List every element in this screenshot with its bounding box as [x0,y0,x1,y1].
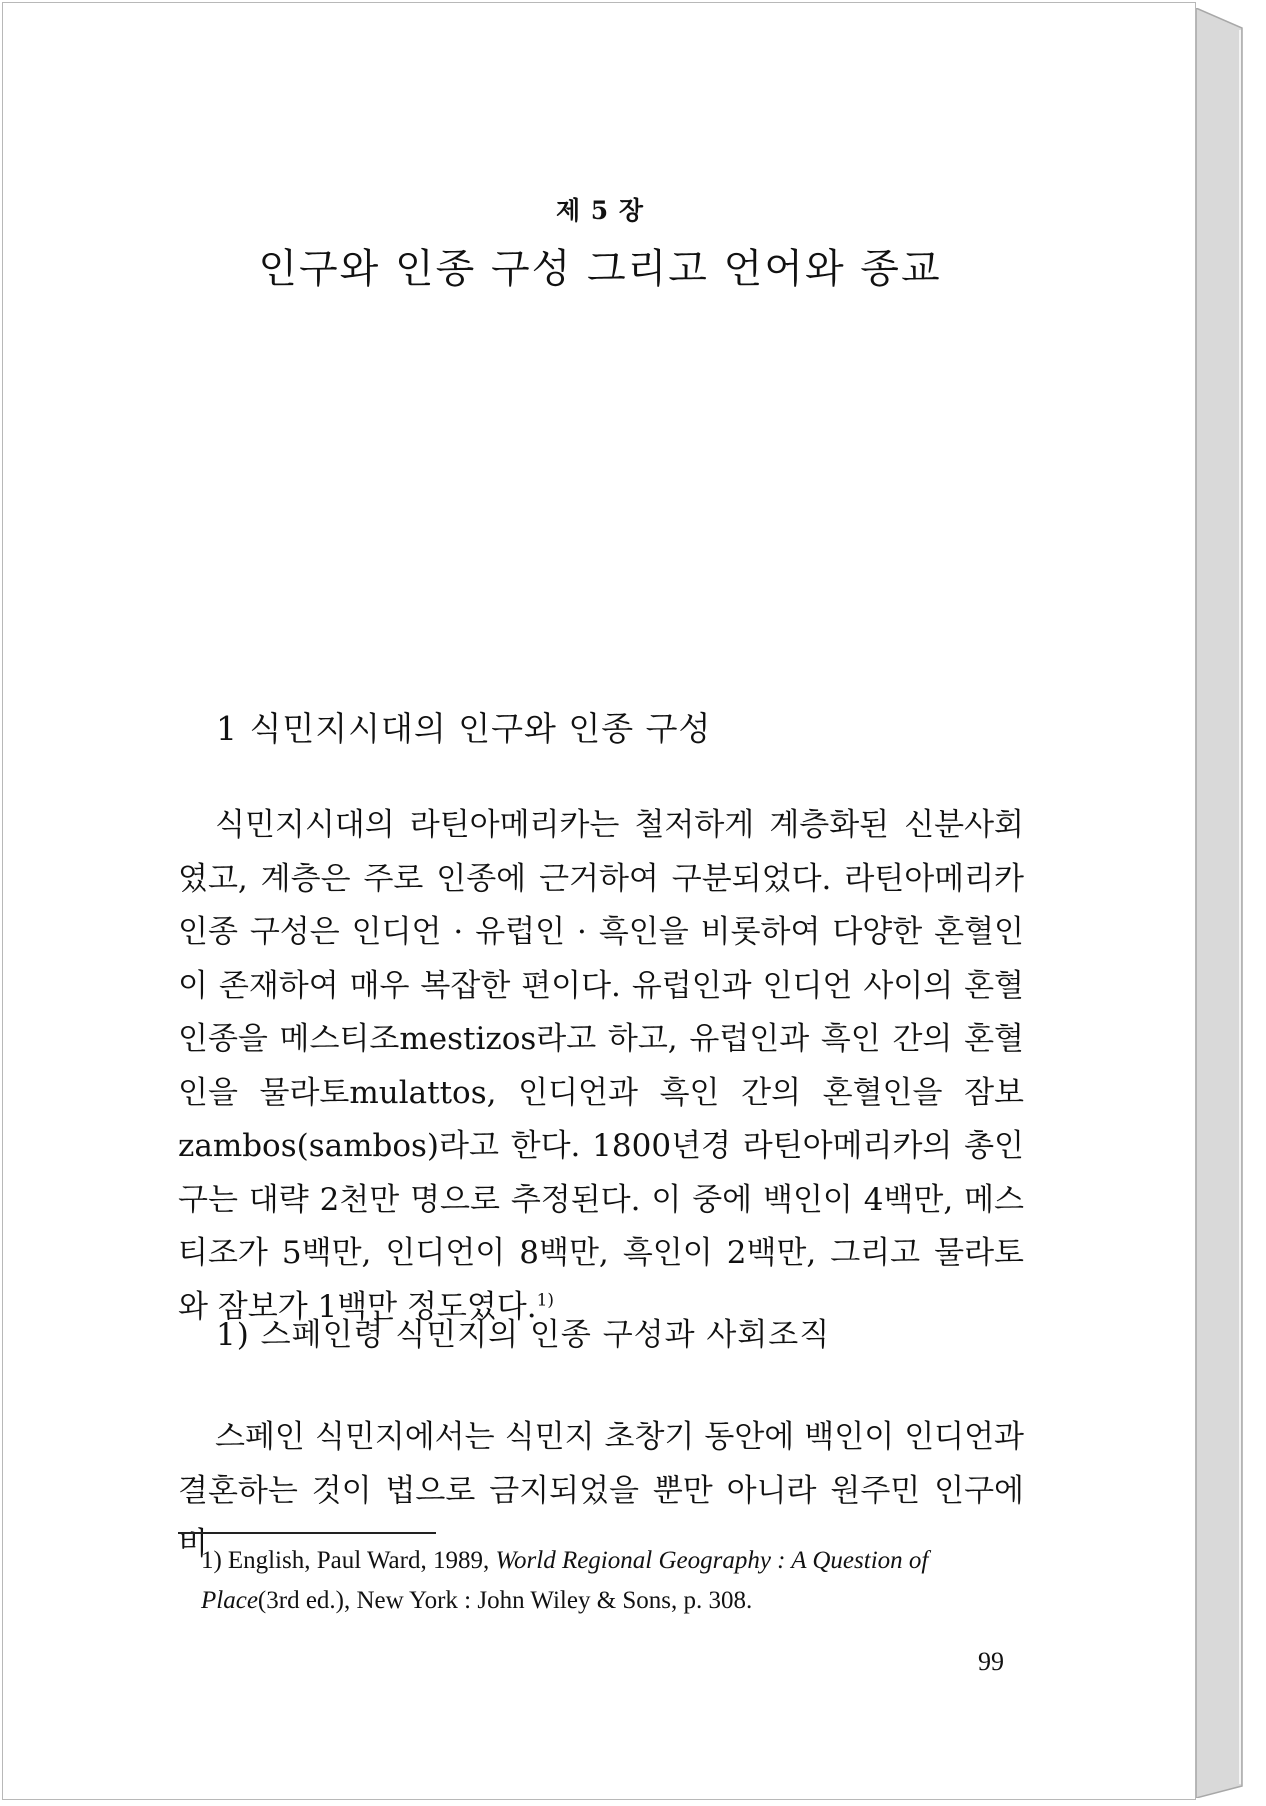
subsection-heading: 1) 스페인령 식민지의 인종 구성과 사회조직 [216,1317,831,1353]
page-edge-shadow [1196,8,1244,1798]
section-heading: 1 식민지시대의 인구와 인종 구성 [216,709,712,748]
book-page [2,2,1196,1800]
footnote-author: English, Paul Ward, 1989, [227,1547,490,1574]
page-number: 99 [978,1647,1004,1676]
footnote [201,1525,1023,1621]
chapter-title: 인구와 인종 구성 그리고 언어와 종교 [258,246,942,292]
footnote-book-title: World Regional Geography : A Question of Place [201,1547,929,1614]
footnote-number: 1) [201,1547,222,1574]
footnote-reference[interactable]: 1) [536,1290,555,1311]
chapter-label: 제 5 장 [555,196,645,225]
footnote-edition: (3rd ed.), New York : John Wiley & Sons, p. 308. [257,1587,753,1614]
section-paragraph [178,799,1024,1334]
subsection-paragraph: 스페인 식민지에서는 식민지 초창기 동안에 백인이 인디언과 결혼하는 것이 법으로 금지되었을 뿐만 아니라 원주민 인구에 비 [178,1419,1024,1562]
paragraph-text: 식민지시대의 라틴아메리카는 철저하게 계층화된 신분사회였고, 계층은 주로 인종에 근거하여 구분되었다. 라틴아메리카 인종 구성은 인디언 · 유럽인 · 흑인을 비롯하여 다양한 혼혈인이 존재하여 매우 복잡한 편이다. 유럽인과 인디언 사이의 혼혈인종을 메스티조mestizos라고 하고, 유럽인과 흑인 간의 혼혈인을 물라토mulattos, 인디언과 흑인 간의 혼혈인을 잠보zambos(sambos)라고 한다. 1800년경 라틴아메리카의 총인구는 대략 2천만 명으로 추정된다. 이 중에 백인이 4백만, 메스티조가 5백만, 인디언이 8백만, 흑인이 2백만, 그리고 물라토와 잠보가 1백만 정도였다. [178,807,1024,1325]
